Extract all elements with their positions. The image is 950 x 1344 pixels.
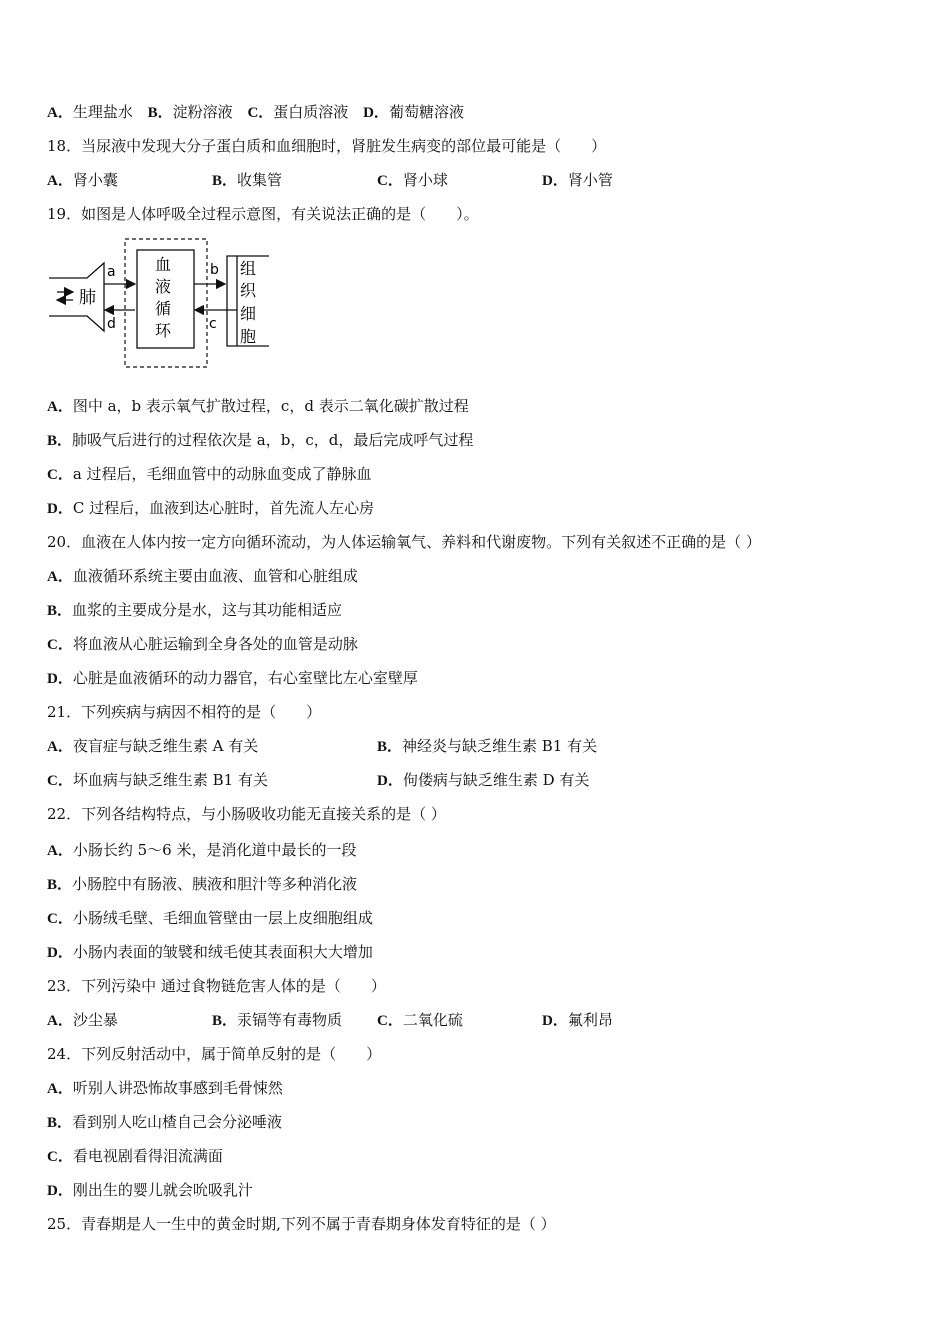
tissue-char-4: 胞	[240, 327, 257, 346]
q17-option-a: A．生理盐水	[47, 103, 133, 121]
q21-stem: 21．下列疾病与病因不相符的是（ ）	[47, 703, 322, 721]
label-b: b	[210, 262, 219, 278]
q21-option-b: B．神经炎与缺乏维生素 B1 有关	[377, 737, 598, 755]
label-d: d	[107, 316, 116, 332]
q21-options-row-1	[47, 736, 907, 756]
q18-stem: 18．当尿液中发现大分子蛋白质和血细胞时，肾脏发生病变的部位最可能是（ ）	[47, 137, 607, 155]
q17-option-b: B．淀粉溶液	[147, 103, 233, 121]
q20-stem: 20．血液在人体内按一定方向循环流动，为人体运输氧气、养料和代谢废物。下列有关叙述不正确的是（ ）	[47, 533, 761, 551]
blood-char-4: 环	[155, 321, 172, 340]
q18-options-row	[47, 170, 907, 190]
q21-options-row-2	[47, 770, 907, 790]
q23-options-row	[47, 1010, 907, 1030]
q23-option-c: C．二氧化硫	[377, 1011, 463, 1029]
q23-option-a: A．沙尘暴	[47, 1011, 118, 1029]
q23-option-b: B．汞镉等有毒物质	[212, 1011, 343, 1029]
q19-stem: 19．如图是人体呼吸全过程示意图，有关说法正确的是（ ）。	[47, 205, 479, 223]
q22-option-a: A．小肠长约 5～6 米，是消化道中最长的一段	[47, 841, 357, 859]
q22-option-d: D．小肠内表面的皱襞和绒毛使其表面积大大增加	[47, 943, 373, 961]
q24-option-d: D．刚出生的婴儿就会吮吸乳汁	[47, 1181, 253, 1199]
q17-options-row	[47, 102, 464, 123]
q18-option-c: C．肾小球	[377, 171, 448, 189]
q20-option-d: D．心脏是血液循环的动力器官，右心室壁比左心室壁厚	[47, 669, 418, 687]
q22-stem: 22．下列各结构特点，与小肠吸收功能无直接关系的是（ ）	[47, 805, 446, 823]
q24-option-a: A．听别人讲恐怖故事感到毛骨悚然	[47, 1079, 283, 1097]
q19-option-c: C．a 过程后，毛细血管中的动脉血变成了静脉血	[47, 465, 372, 483]
q20-option-c: C．将血液从心脏运输到全身各处的血管是动脉	[47, 635, 358, 653]
tissue-char-2: 织	[240, 281, 257, 300]
q20-option-b: B．血浆的主要成分是水，这与其功能相适应	[47, 601, 343, 619]
q23-option-d: D．氟利昂	[542, 1011, 613, 1029]
q19-option-b: B．肺吸气后进行的过程依次是 a，b，c，d，最后完成呼气过程	[47, 431, 474, 449]
tissue-char-1: 组	[240, 259, 257, 278]
q21-option-a: A．夜盲症与缺乏维生素 A 有关	[47, 737, 259, 755]
q21-option-d: D．佝偻病与缺乏维生素 D 有关	[377, 771, 590, 789]
q19-option-d: D．C 过程后，血液到达心脏时，首先流人左心房	[47, 499, 375, 517]
q24-stem: 24．下列反射活动中，属于简单反射的是（ ）	[47, 1045, 382, 1063]
lung-label: 肺	[79, 288, 96, 308]
q18-option-d: D．肾小管	[542, 171, 613, 189]
q18-option-b: B．收集管	[212, 171, 283, 189]
q21-option-c: C．坏血病与缺乏维生素 B1 有关	[47, 771, 268, 789]
label-c: c	[209, 316, 217, 332]
tissue-char-3: 细	[240, 304, 257, 323]
respiration-diagram	[47, 236, 277, 372]
q22-option-b: B．小肠腔中有肠液、胰液和胆汁等多种消化液	[47, 875, 358, 893]
q18-option-a: A．肾小囊	[47, 171, 118, 189]
label-a: a	[107, 264, 116, 280]
q17-option-c: C．蛋白质溶液	[247, 103, 349, 121]
q20-option-a: A．血液循环系统主要由血液、血管和心脏组成	[47, 567, 358, 585]
q24-option-c: C．看电视剧看得泪流满面	[47, 1147, 223, 1165]
blood-char-1: 血	[155, 255, 172, 274]
lung-exchange-arrows-icon	[57, 292, 73, 300]
q24-option-b: B．看到别人吃山楂自己会分泌唾液	[47, 1113, 283, 1131]
q25-stem: 25．青春期是人一生中的黄金时期,下列不属于青春期身体发育特征的是（ ）	[47, 1215, 556, 1233]
q23-stem: 23．下列污染中 通过食物链危害人体的是（ ）	[47, 977, 386, 995]
q22-option-c: C．小肠绒毛壁、毛细血管壁由一层上皮细胞组成	[47, 909, 373, 927]
blood-char-3: 循	[155, 299, 172, 318]
blood-char-2: 液	[155, 277, 172, 296]
q19-option-a: A．图中 a，b 表示氧气扩散过程，c，d 表示二氧化碳扩散过程	[47, 397, 469, 415]
q17-option-d: D．葡萄糖溶液	[363, 103, 464, 121]
